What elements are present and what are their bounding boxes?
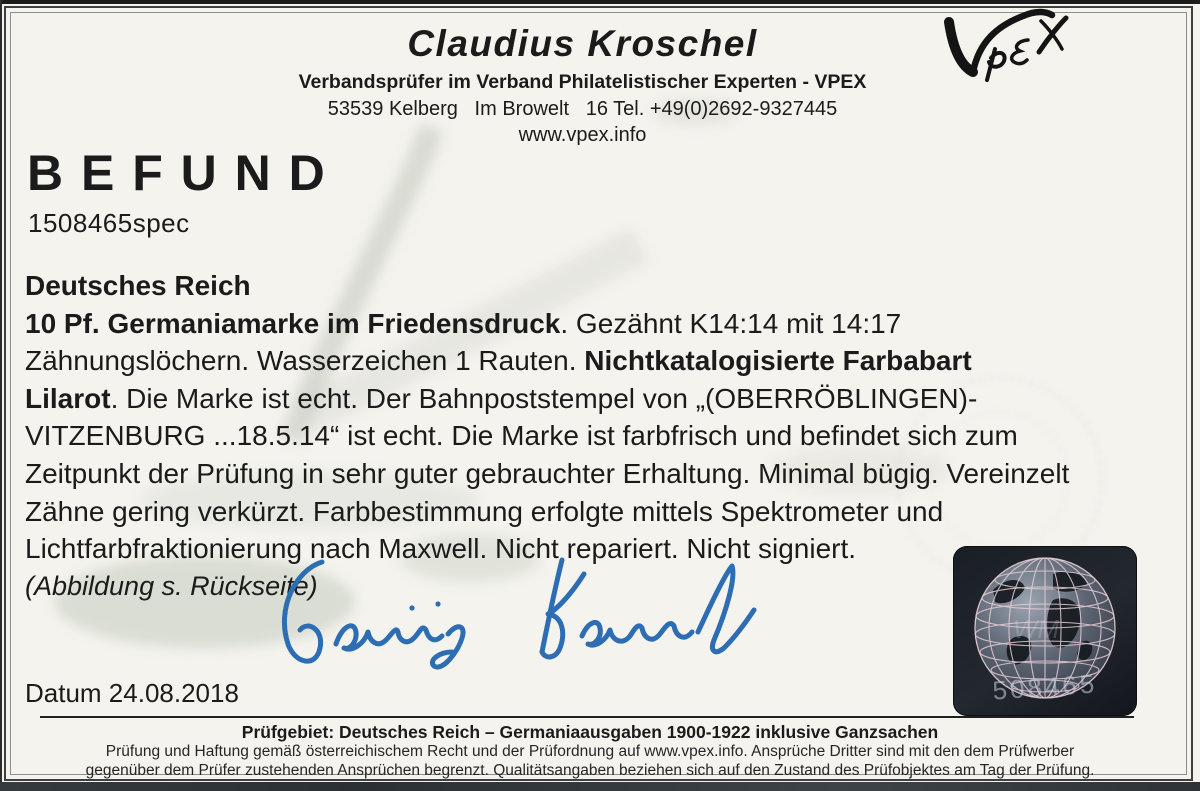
legal-text-line2: gegenüber dem Prüfer zustehenden Ansprüchen begrenzt. Qualitätsangaben beziehen sich auf den Zustand des Prüfobjektes am Tag der Prüfung.	[85, 761, 1095, 779]
website-url: www.vpex.info	[518, 124, 647, 147]
text-line: 10 Pf. Germaniamarke im Friedensdruck. Gezähnt K14:14 mit 14:17	[25, 307, 902, 339]
footer	[0, 722, 1180, 780]
date-line: Datum 24.08.2018	[25, 678, 239, 708]
certificate-number: 1508465spec	[28, 208, 190, 238]
expert-name: Claudius Kroschel	[407, 23, 758, 64]
legal-text-line1: Prüfung und Haftung gemäß österreichischem Recht und der Prüfordnung auf www.vpex.info. Ansprüche Dritter sind mit den dem Prüfwerber	[105, 743, 1075, 760]
text-line: Zeitpunkt der Prüfung in sehr guter gebrauchter Erhaltung. Minimal bügig. Vereinzelt	[25, 457, 1070, 489]
scan-edge-bottom	[0, 782, 1200, 791]
text-line: Zähnungslöchern. Wasserzeichen 1 Rauten. Nichtkatalogisierte Farbabart	[25, 345, 972, 377]
reverse-side-note: (Abbildung s. Rückseite)	[25, 570, 318, 601]
document-type-heading: B E F U N D	[27, 145, 327, 201]
text-line: Lilarot. Die Marke ist echt. Der Bahnpoststempel von „(OBERRÖBLINGEN)-	[25, 382, 978, 414]
text-line: Zähne gering verkürzt. Farbbestimmung erfolgte mittels Spektrometer und	[25, 495, 944, 527]
vpex-logo-icon	[935, 4, 1085, 104]
examination-area: Prüfgebiet: Deutsches Reich – Germaniaausgaben 1900-1922 inklusive Ganzsachen	[241, 722, 939, 742]
text-line: VITZENBURG ...18.5.14“ ist echt. Die Marke ist farbfrisch und befindet sich zum	[25, 420, 1018, 452]
svg-text:WM: WM	[1013, 614, 1060, 644]
globe-icon	[953, 546, 1137, 716]
expert-title: Verbandsprüfer im Verband Philatelistischer Experten - VPEX	[298, 70, 867, 93]
handwritten-signature	[262, 548, 762, 693]
address-line: 53539 Kelberg Im Browelt 16 Tel. +49(0)2692-9327445	[327, 98, 838, 121]
footer-divider	[40, 716, 1134, 718]
hologram-seal	[953, 546, 1137, 716]
hologram-number: 508465	[991, 668, 1099, 706]
text-line: Deutsches Reich	[25, 270, 251, 301]
text-line: Lichtfarbfraktionierung nach Maxwell. Nicht repariert. Nicht signiert.	[25, 533, 857, 565]
